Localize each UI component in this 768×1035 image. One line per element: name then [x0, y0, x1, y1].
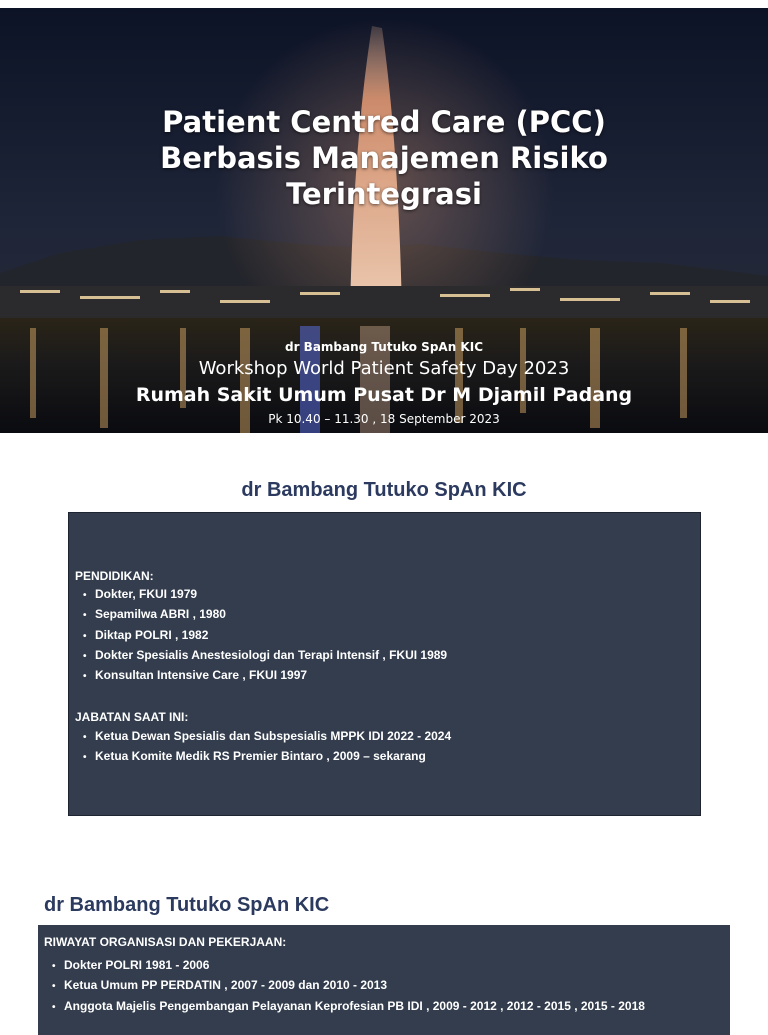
list-item: • Dokter, FKUI 1979 — [83, 584, 447, 604]
bullet-icon: • — [52, 961, 56, 972]
list-item: • Dokter Spesialis Anestesiologi dan Terapi Intensif , FKUI 1989 — [83, 645, 447, 665]
slide3-heading: dr Bambang Tutuko SpAn KIC — [44, 894, 330, 916]
title-line: Terintegrasi — [286, 177, 482, 211]
title-line: Berbasis Manajemen Risiko — [160, 141, 608, 175]
history-list — [52, 955, 645, 1016]
bullet-icon: • — [83, 732, 87, 743]
position-list — [83, 726, 451, 767]
bullet-icon: • — [83, 671, 87, 683]
title-slide — [0, 8, 768, 433]
title-line: Patient Centred Care (PCC) — [162, 105, 606, 139]
bullet-icon: • — [83, 650, 87, 662]
list-item: • Konsultan Intensive Care , FKUI 1997 — [83, 665, 447, 685]
education-title: PENDIDIKAN: — [75, 569, 154, 583]
history-box — [38, 925, 730, 1035]
list-item: • Ketua Dewan Spesialis dan Subspesialis MPPK IDI 2022 - 2024 — [83, 726, 451, 746]
history-title: RIWAYAT ORGANISASI DAN PEKERJAAN: — [44, 935, 287, 949]
bullet-icon: • — [83, 630, 87, 642]
bullet-icon: • — [83, 590, 87, 601]
list-item: • Diktap POLRI , 1982 — [83, 625, 447, 645]
list-item: • Ketua Umum PP PERDATIN , 2007 - 2009 dan 2010 - 2013 — [52, 975, 645, 995]
bullet-icon: • — [83, 752, 87, 764]
profile-box — [68, 512, 701, 816]
workshop-name: Workshop World Patient Safety Day 2023 — [198, 358, 570, 379]
list-item: • Dokter POLRI 1981 - 2006 — [52, 955, 645, 975]
list-item: • Sepamilwa ABRI , 1980 — [83, 604, 447, 624]
presentation-title — [0, 104, 768, 212]
hospital-name: Rumah Sakit Umum Pusat Dr M Djamil Padang — [135, 384, 633, 406]
list-item: • Ketua Komite Medik RS Premier Bintaro , 2009 – sekarang — [83, 746, 451, 766]
education-list — [83, 584, 447, 685]
bullet-icon: • — [52, 1001, 56, 1013]
session-time: Pk 10.40 – 11.30 , 18 September 2023 — [268, 412, 500, 426]
position-title: JABATAN SAAT INI: — [75, 710, 189, 724]
list-item: • Anggota Majelis Pengembangan Pelayanan Keprofesian PB IDI , 2009 - 2012 , 2012 - 2015 , 2015 - 2018 — [52, 996, 645, 1016]
bullet-icon: • — [52, 981, 56, 993]
bullet-icon: • — [83, 610, 87, 622]
slide2-heading: dr Bambang Tutuko SpAn KIC — [241, 479, 527, 501]
presenter-name: dr Bambang Tutuko SpAn KIC — [284, 340, 483, 354]
